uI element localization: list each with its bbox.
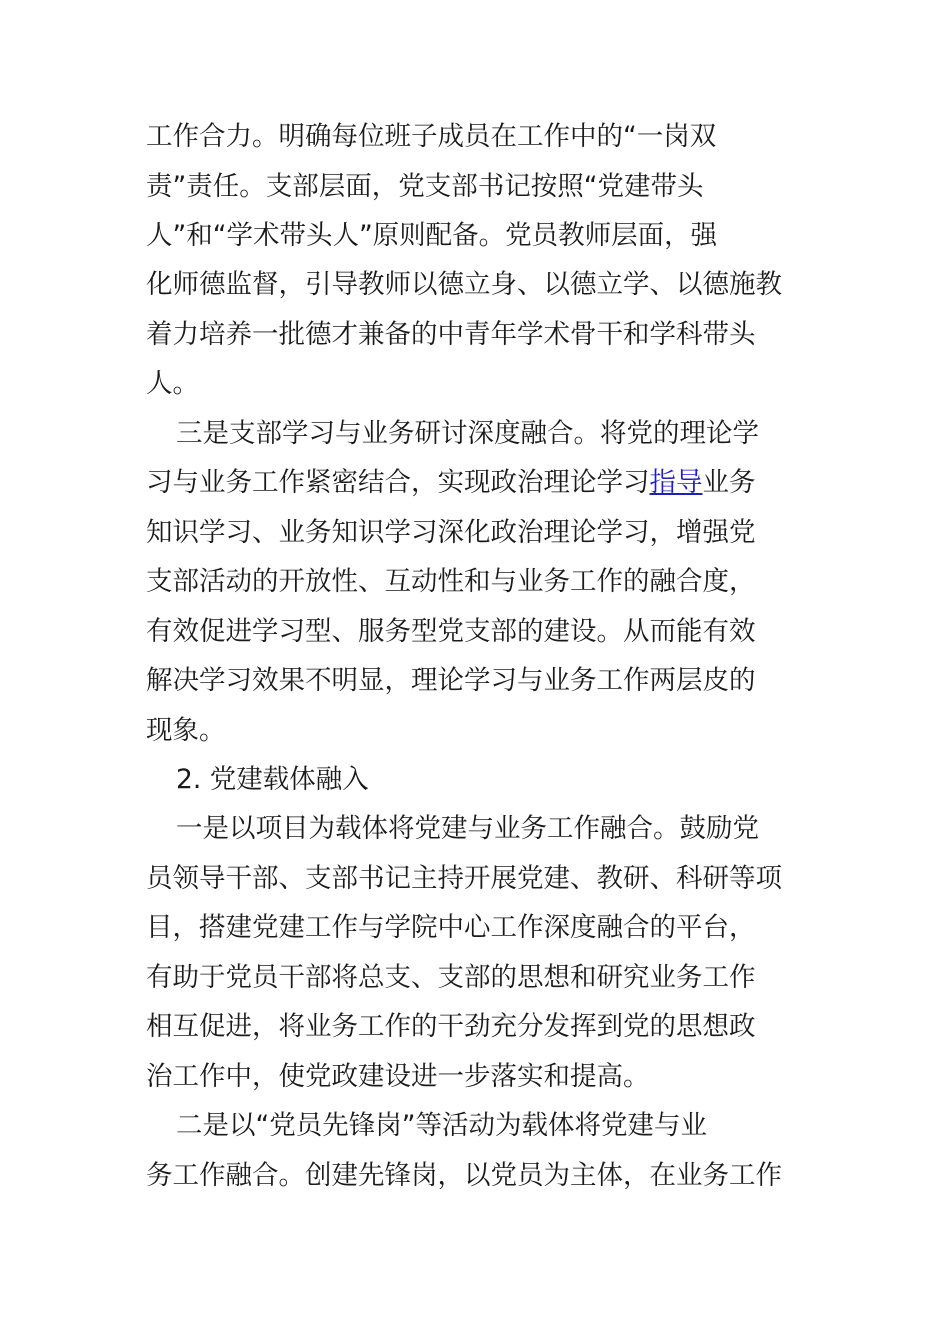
paragraph-start-line: 二是以“党员先锋岗”等活动为载体将党建与业 bbox=[176, 1110, 707, 1141]
text-line: 员领导干部、支部书记主持开展党建、教研、科研等项 bbox=[146, 863, 782, 894]
text-line: 着力培养一批德才兼备的中青年学术骨干和学科带头 bbox=[146, 319, 756, 350]
text-line: 化师德监督，引导教师以德立身、以德立学、以德施教 bbox=[146, 269, 782, 300]
text-line: 现象。 bbox=[146, 715, 226, 746]
text-line: 工作合力。明确每位班子成员在工作中的“一岗双 bbox=[146, 121, 717, 152]
text-line: 人。 bbox=[146, 368, 199, 399]
text-line-with-link bbox=[146, 463, 816, 503]
text-line: 解决学习效果不明显，理论学习与业务工作两层皮的 bbox=[146, 665, 756, 696]
text-line: 人”和“学术带头人”原则配备。党员教师层面，强 bbox=[146, 220, 718, 251]
text-line: 治工作中，使党政建设进一步落实和提高。 bbox=[146, 1061, 650, 1092]
text-line: 目，搭建党建工作与学院中心工作深度融合的平台， bbox=[146, 912, 756, 943]
text-segment: 业务 bbox=[702, 467, 756, 498]
guidance-link[interactable]: 指导 bbox=[649, 467, 703, 498]
text-line: 责”责任。支部层面，党支部书记按照“党建带头 bbox=[146, 171, 704, 202]
section-heading: 2. 党建载体融入 bbox=[176, 764, 369, 795]
text-segment: 习与业务工作紧密结合，实现政治理论学习 bbox=[146, 467, 650, 498]
text-line: 有助于党员干部将总支、支部的思想和研究业务工作 bbox=[146, 962, 756, 993]
text-line: 知识学习、业务知识学习深化政治理论学习，增强党 bbox=[146, 517, 756, 548]
paragraph-start-line: 三是支部学习与业务研讨深度融合。将党的理论学 bbox=[176, 418, 759, 449]
text-line: 相互促进，将业务工作的干劲充分发挥到党的思想政 bbox=[146, 1011, 756, 1042]
text-line: 支部活动的开放性、互动性和与业务工作的融合度， bbox=[146, 566, 756, 597]
paragraph-start-line: 一是以项目为载体将党建与业务工作融合。鼓励党 bbox=[176, 813, 759, 844]
text-line: 有效促进学习型、服务型党支部的建设。从而能有效 bbox=[146, 616, 756, 647]
text-line: 务工作融合。创建先锋岗，以党员为主体，在业务工作 bbox=[146, 1160, 782, 1191]
